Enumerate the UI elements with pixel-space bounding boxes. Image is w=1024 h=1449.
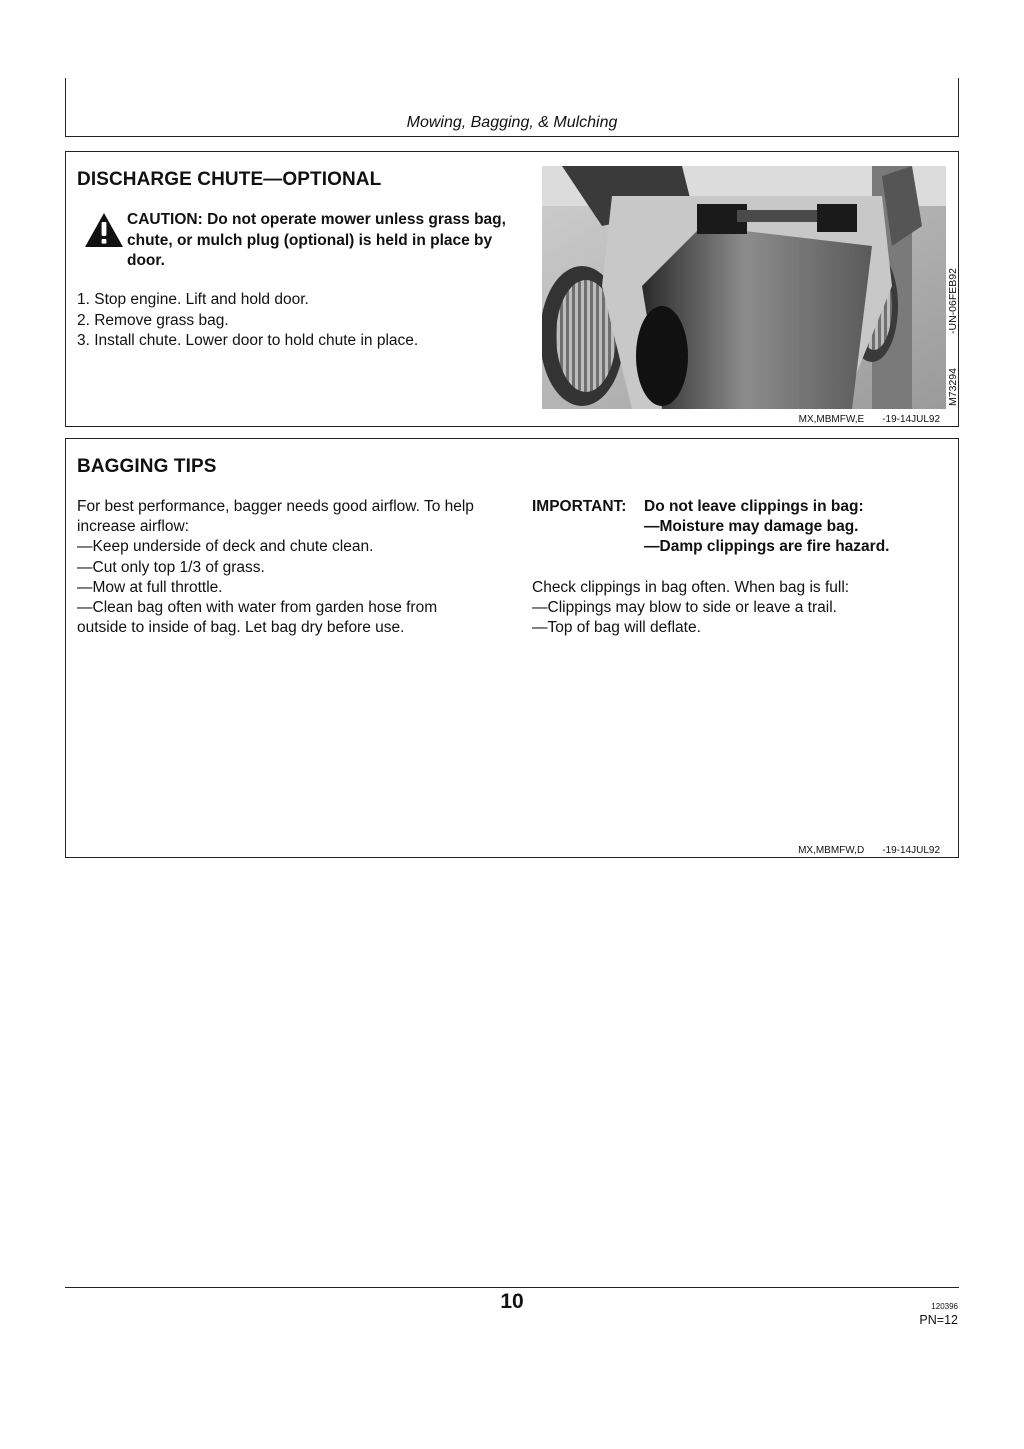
list-item: —Mow at full throttle. bbox=[77, 578, 223, 596]
list-item: —Clean bag often with water from garden hose from outside to inside of bag. Let bag dry before use. bbox=[77, 599, 438, 637]
document-code: 120396 bbox=[931, 1302, 958, 1311]
list-item: For best performance, bagger needs good airflow. To help increase airflow: bbox=[77, 498, 474, 536]
page-number: 10 bbox=[500, 1290, 524, 1313]
list-item: —Clippings may blow to side or leave a trail. bbox=[532, 598, 837, 616]
list-item: —Keep underside of deck and chute clean. bbox=[77, 538, 374, 556]
page-header bbox=[65, 78, 959, 137]
mower-discharge-chute-photo bbox=[542, 166, 946, 409]
discharge-chute-section bbox=[65, 151, 959, 427]
bag-check-tips bbox=[532, 497, 942, 638]
list-item: 2. Remove grass bag. bbox=[77, 311, 229, 329]
reference-code: MX,MBMFW,E -19-14JUL92 bbox=[798, 414, 940, 425]
bagging-tips-section bbox=[65, 438, 959, 858]
list-item: 1. Stop engine. Lift and hold door. bbox=[77, 291, 309, 308]
warning-icon bbox=[84, 212, 124, 248]
header-title: Mowing, Bagging, & Mulching bbox=[406, 114, 618, 131]
bagging-tips-title: BAGGING TIPS bbox=[77, 456, 217, 477]
list-item: —Top of bag will deflate. bbox=[532, 619, 701, 637]
list-item: 3. Install chute. Lower door to hold chute in place. bbox=[77, 332, 419, 349]
important-label: IMPORTANT: bbox=[532, 498, 627, 515]
caution-block bbox=[84, 210, 514, 272]
footer-divider bbox=[65, 1287, 959, 1288]
pn-number: PN=12 bbox=[919, 1313, 958, 1327]
important-line: —Damp clippings are fire hazard. bbox=[644, 538, 890, 556]
important-line: —Moisture may damage bag. bbox=[644, 518, 859, 536]
photo-date-code: -UN-06FEB92 bbox=[947, 268, 959, 334]
important-line: Do not leave clippings in bag: bbox=[644, 498, 864, 515]
airflow-tips bbox=[77, 497, 487, 638]
photo-code: M73294 bbox=[947, 368, 959, 406]
reference-code: MX,MBMFW,D -19-14JUL92 bbox=[798, 845, 940, 856]
discharge-chute-title: DISCHARGE CHUTE—OPTIONAL bbox=[77, 169, 382, 190]
list-item: —Cut only top 1/3 of grass. bbox=[77, 558, 265, 576]
important-notice bbox=[532, 497, 942, 558]
caution-text: CAUTION: Do not operate mower unless grass bag, chute, or mulch plug (optional) is held in place by door. bbox=[127, 211, 506, 269]
list-item: Check clippings in bag often. When bag is full: bbox=[532, 578, 850, 596]
step-list bbox=[77, 290, 418, 352]
